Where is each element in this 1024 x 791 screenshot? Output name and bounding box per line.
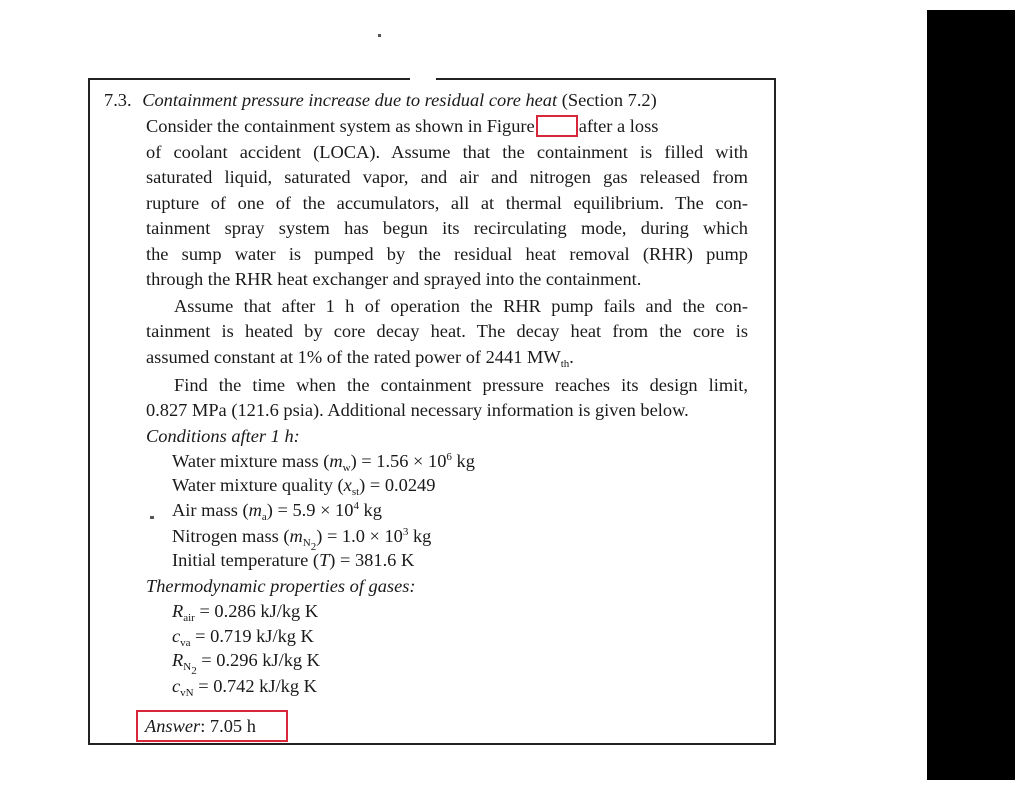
- paragraph1-line4: rupture of one of the accumulators, all at thermal equilibrium. The con-: [146, 193, 748, 213]
- paragraph1-line2: of coolant accident (LOCA). Assume that the containment is filled with: [146, 142, 748, 162]
- paragraph3-line2: 0.827 MPa (121.6 psia). Additional necessary information is given below.: [146, 400, 689, 420]
- scan-speck: [378, 34, 381, 37]
- paragraph1-line5: tainment spray system has begun its recirculating mode, during which: [146, 218, 748, 238]
- water-mixture-quality: Water mixture quality $(x_{st}) = 0.0249$: [172, 475, 436, 498]
- property-cvn: $c_{vN} = 0.742$ kJ/kg K: [172, 676, 317, 699]
- problem-title: Containment pressure increase due to residual core heat: [142, 90, 558, 110]
- conditions-heading: Conditions after 1 h:: [146, 426, 300, 446]
- property-r-air: $R_{air} = 0.286$ kJ/kg K: [172, 601, 319, 624]
- scan-edge-dark-strip: [927, 10, 1015, 780]
- frame-gap: [410, 74, 436, 82]
- paragraph2-line3: assumed constant at 1% of the rated power of 2441 $MW_{th}$.: [146, 347, 574, 370]
- figure-reference-highlight: [536, 115, 578, 137]
- paragraph2-line1: Assume that after 1 h of operation the RHR pump fails and the con-: [174, 296, 748, 316]
- section-reference: (Section 7.2): [561, 90, 657, 110]
- paragraph1-line7: through the RHR heat exchanger and sprayed into the containment.: [146, 269, 642, 289]
- paragraph1-line6: the sump water is pumped by the residual heat removal (RHR) pump: [146, 244, 748, 264]
- nitrogen-mass: Nitrogen mass $(m_{N_2}) = 1.0 \times 10^3$ kg: [172, 526, 432, 553]
- problem-heading: [104, 88, 657, 112]
- problem-number: 7.3.: [104, 90, 132, 110]
- air-mass: Air mass $(m_a) = 5.9 \times 10^4$ kg: [172, 500, 382, 523]
- paragraph2-line2: tainment is heated by core decay heat. The decay heat from the core is: [146, 321, 748, 341]
- answer-label: Answer: [145, 716, 201, 736]
- paragraph1-line1: Consider the containment system as shown in Figure after a loss: [146, 116, 659, 136]
- answer-value: 7.05 h: [205, 716, 256, 736]
- properties-heading: Thermodynamic properties of gases:: [146, 576, 416, 596]
- property-rn2: $R_{N_2} = 0.296$ kJ/kg K: [172, 650, 320, 677]
- paragraph3-line1: Find the time when the containment pressure reaches its design limit,: [174, 375, 748, 395]
- water-mixture-mass: Water mixture mass $(m_w) = 1.56 \times 10^6$ kg: [172, 451, 475, 474]
- initial-temperature: Initial temperature (T) = 381.6 K: [172, 550, 415, 570]
- paragraph1-line3: saturated liquid, saturated vapor, and air and nitrogen gas released from: [146, 167, 748, 187]
- property-cva: $c_{va} = 0.719$ kJ/kg K: [172, 626, 314, 649]
- answer-line: Answer: 7.05 h: [145, 716, 256, 736]
